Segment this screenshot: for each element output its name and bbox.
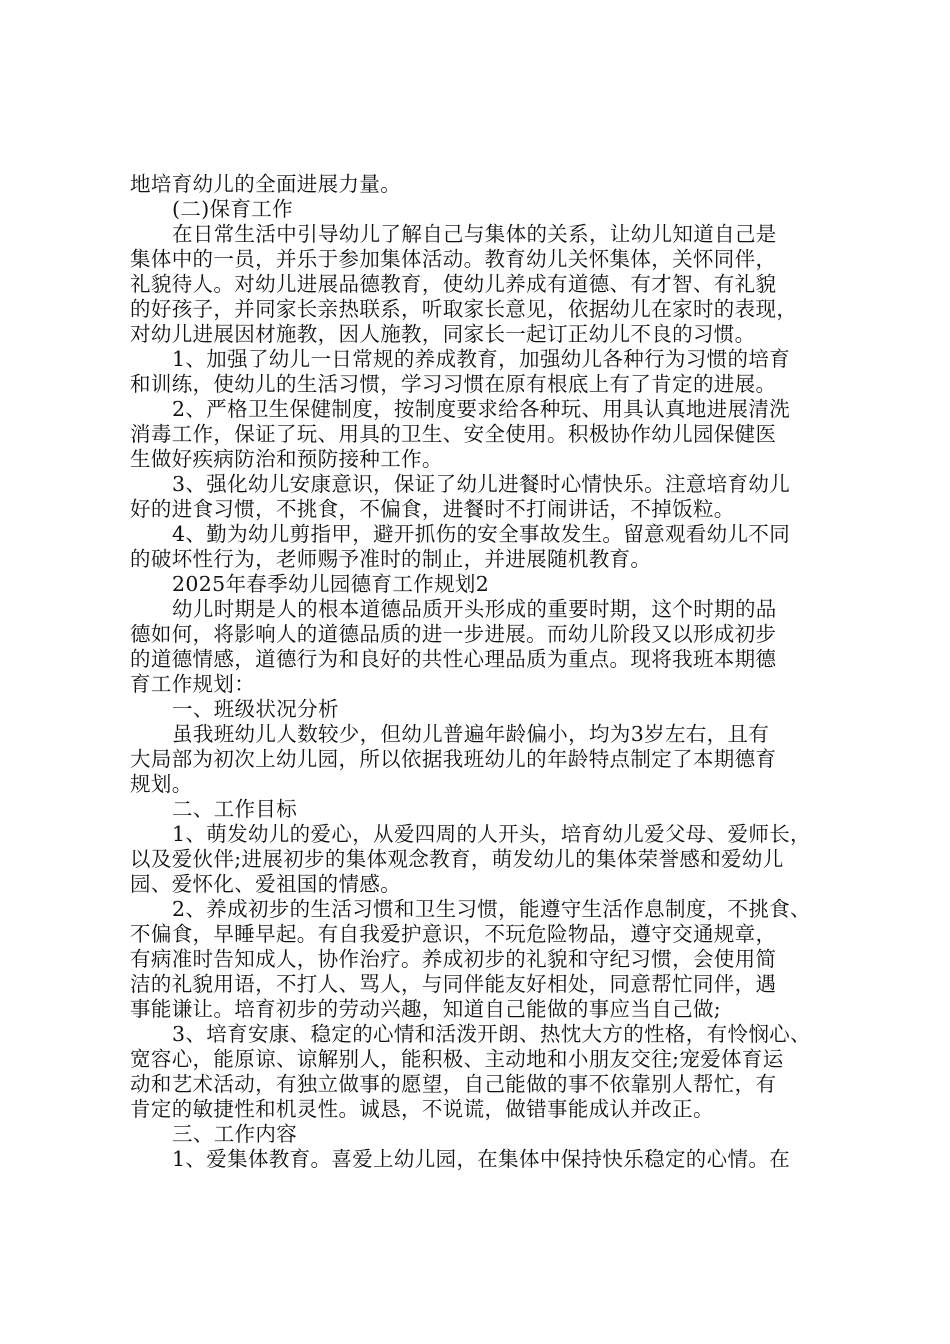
text-line: 宽容心，能原谅、谅解别人，能积极、主动地和小朋友交往;宠爱体育运	[130, 1047, 784, 1071]
text-line: 二、工作目标	[172, 797, 298, 821]
text-line: 的破坏性行为，老师赐予准时的制止，并进展随机教育。	[130, 547, 652, 571]
text-line: 1、爱集体教育。喜爱上幼儿园，在集体中保持快乐稳定的心情。在	[172, 1147, 791, 1171]
text-line: 2、养成初步的生活习惯和卫生习惯，能遵守生活作息制度，不挑食、	[172, 897, 811, 921]
text-line: 4、勤为幼儿剪指甲，避开抓伤的安全事故发生。留意观看幼儿不同	[172, 522, 791, 546]
text-line: 育工作规划：	[130, 672, 256, 696]
text-line: 集体中的一员，并乐于参加集体活动。教育幼儿关怀集体，关怀同伴，	[130, 247, 777, 271]
text-line: 洁的礼貌用语，不打人、骂人，与同伴能友好相处，同意帮忙同伴，遇	[130, 972, 777, 996]
text-line: 三、工作内容	[172, 1122, 298, 1146]
text-line: 有病准时告知成人，协作治疗。养成初步的礼貌和守纪习惯，会使用简	[130, 947, 777, 971]
text-line: 好的进食习惯，不挑食，不偏食，进餐时不打闹讲话，不掉饭粒。	[130, 497, 735, 521]
text-line: 礼貌待人。对幼儿进展品德教育，使幼儿养成有道德、有才智、有礼貌	[130, 272, 777, 296]
text-line: 1、加强了幼儿一日常规的养成教育，加强幼儿各种行为习惯的培育	[172, 347, 791, 371]
text-line: 消毒工作，保证了玩、用具的卫生、安全使用。积极协作幼儿园保健医	[130, 422, 777, 446]
text-line: 在日常生活中引导幼儿了解自己与集体的关系，让幼儿知道自己是	[172, 222, 777, 246]
text-line: 的道德情感，道德行为和良好的共性心理品质为重点。现将我班本期德	[130, 647, 777, 671]
text-line: 以及爱伙伴;进展初步的集体观念教育，萌发幼儿的集体荣誉感和爱幼儿	[130, 847, 784, 871]
text-line: (二)保育工作	[172, 197, 293, 221]
text-line: 对幼儿进展因材施教，因人施教，同家长一起订正幼儿不良的习惯。	[130, 322, 756, 346]
text-line: 动和艺术活动，有独立做事的愿望，自己能做的事不依靠别人帮忙，有	[130, 1072, 777, 1096]
text-line: 和训练，使幼儿的生活习惯，学习习惯在原有根底上有了肯定的进展。	[130, 372, 777, 396]
text-line: 事能谦让。培育初步的劳动兴趣，知道自己能做的事应当自己做;	[130, 997, 722, 1021]
text-line: 2025年春季幼儿园德育工作规划2	[172, 572, 490, 596]
text-line: 地培育幼儿的全面进展力量。	[130, 172, 402, 196]
text-line: 大局部为初次上幼儿园，所以依据我班幼儿的年龄特点制定了本期德育	[130, 747, 777, 771]
text-line: 德如何，将影响人的道德品质的进一步进展。而幼儿阶段又以形成初步	[130, 622, 777, 646]
text-line: 虽我班幼儿人数较少，但幼儿普遍年龄偏小，均为3岁左右，且有	[172, 722, 770, 746]
text-line: 园、爱怀化、爱祖国的情感。	[130, 872, 402, 896]
text-line: 生做好疾病防治和预防接种工作。	[130, 447, 443, 471]
text-line: 一、班级状况分析	[172, 697, 339, 721]
text-line: 规划。	[130, 772, 193, 796]
text-line: 幼儿时期是人的根本道德品质开头形成的重要时期，这个时期的品	[172, 597, 777, 621]
text-line: 不偏食，早睡早起。有自我爱护意识，不玩危险物品，遵守交通规章，	[130, 922, 777, 946]
text-line: 3、强化幼儿安康意识，保证了幼儿进餐时心情快乐。注意培育幼儿	[172, 472, 791, 496]
text-line: 肯定的敏捷性和机灵性。诚恳，不说谎，做错事能成认并改正。	[130, 1097, 714, 1121]
text-line: 的好孩子，并同家长亲热联系，听取家长意见，依据幼儿在家时的表现，	[130, 297, 798, 321]
text-line: 3、培育安康、稳定的心情和活泼开朗、热忱大方的性格，有怜悯心、	[172, 1022, 811, 1046]
text-line: 1、萌发幼儿的爱心，从爱四周的人开头，培育幼儿爱父母、爱师长，	[172, 822, 811, 846]
text-line: 2、严格卫生保健制度，按制度要求给各种玩、用具认真地进展清洗	[172, 397, 791, 421]
document-body	[130, 172, 830, 1172]
